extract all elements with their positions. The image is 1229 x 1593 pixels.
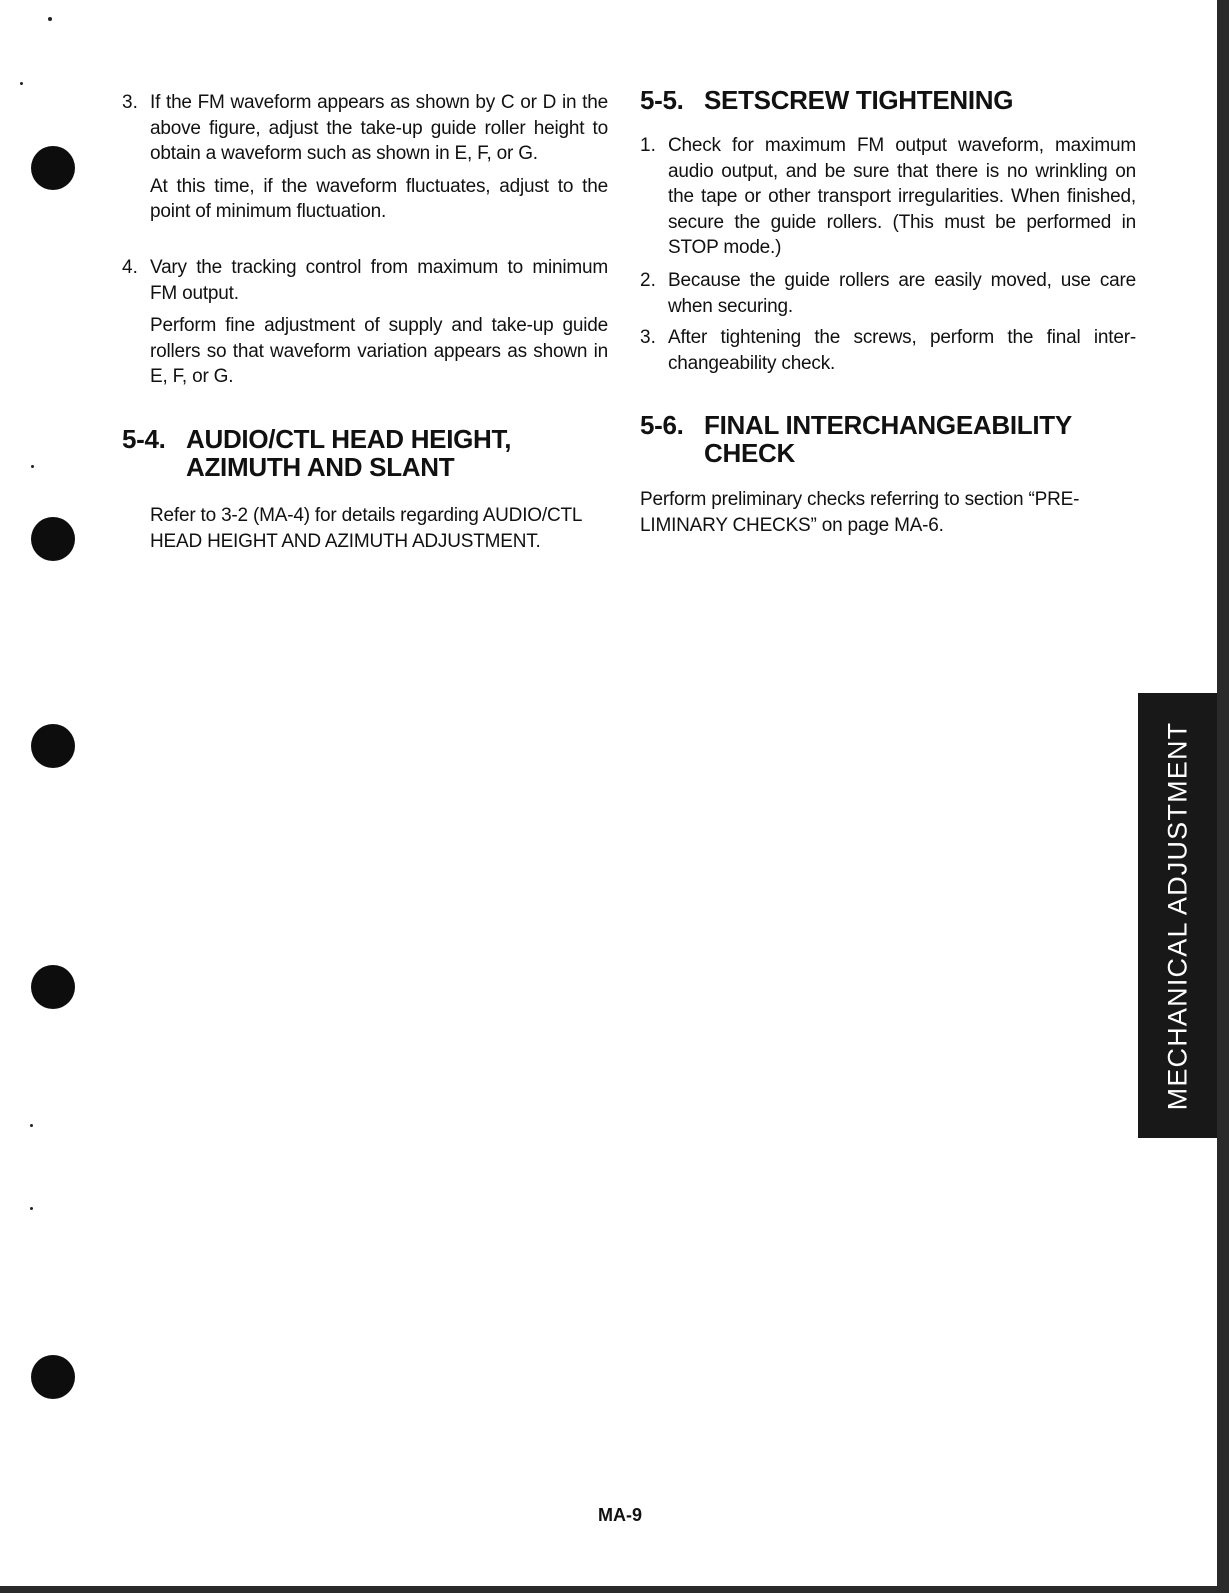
list-item-3 (640, 325, 1136, 376)
item-body (668, 268, 1136, 319)
section-heading-5-5 (640, 86, 1136, 114)
list-item-1 (640, 133, 1136, 261)
side-tab (1138, 693, 1217, 1138)
section-title (704, 411, 1136, 467)
item-number: 4. (122, 257, 138, 278)
item-number: 1. (640, 135, 656, 156)
section-title-line: CHECK (704, 438, 795, 468)
item-paragraph: After tightening the screws, perform the final inter-changeability check. (668, 327, 1136, 374)
section-title: SETSCREW TIGHTENING (704, 85, 1014, 115)
punch-hole (31, 724, 75, 768)
item-paragraph: Because the guide rollers are easily moved, use care when securing. (668, 270, 1136, 317)
item-body (150, 90, 608, 225)
section-body-5-6 (640, 487, 1120, 538)
section-title-line: FINAL INTERCHANGEABILITY (704, 410, 1072, 440)
item-paragraph: At this time, if the waveform fluctuates, adjust to the point of minimum fluctuation. (150, 175, 608, 222)
page-number: MA-9 (598, 1505, 642, 1525)
section-number: 5-6. (640, 410, 684, 440)
item-number: 3. (122, 92, 138, 113)
section-number: 5-5. (640, 85, 684, 115)
item-paragraph: Vary the tracking control from maximum to minimum FM output. (150, 257, 608, 304)
scan-speck (30, 1207, 33, 1210)
list-item-4 (122, 255, 608, 390)
page-edge-right (1217, 0, 1229, 1593)
scan-speck (30, 1124, 33, 1127)
section-title-line: AUDIO/CTL HEAD HEIGHT, (186, 424, 512, 454)
scan-speck (48, 17, 52, 21)
section-heading-5-6 (640, 411, 1136, 467)
list-item-3 (122, 90, 608, 225)
item-body (668, 325, 1136, 376)
punch-hole (31, 517, 75, 561)
list-item-2 (640, 268, 1136, 319)
item-body (668, 133, 1136, 261)
item-paragraph: Perform fine adjustment of supply and take-up guide rollers so that waveform variation appears as shown in E, F, or G. (150, 315, 608, 387)
punch-hole (31, 146, 75, 190)
punch-hole (31, 1355, 75, 1399)
item-number: 2. (640, 270, 656, 291)
scan-speck (20, 82, 23, 85)
section-title-line: AZIMUTH AND SLANT (186, 452, 455, 482)
section-heading-5-4 (122, 425, 608, 481)
section-title (186, 425, 608, 481)
section-body-5-4 (150, 503, 610, 554)
page-edge-bottom (0, 1586, 1229, 1593)
item-paragraph: If the FM waveform appears as shown by C or D in the above figure, adjust the take-up guide roller height to obtain a waveform such as shown in E, F, or G. (150, 92, 608, 164)
item-number: 3. (640, 327, 656, 348)
side-tab-label: MECHANICAL ADJUSTMENT (1162, 721, 1192, 1110)
section-number: 5-4. (122, 424, 166, 454)
scan-speck (31, 465, 34, 468)
section-paragraph: Refer to 3-2 (MA-4) for details regarding AUDIO/CTL HEAD HEIGHT AND AZIMUTH ADJUSTMENT. (150, 505, 582, 552)
item-body (150, 255, 608, 390)
item-paragraph: Check for maximum FM output waveform, maximum audio output, and be sure that there is no wrinkling on the tape or other transport irregularities. When finished, secure the guide rollers. (This must be performed in STOP mode.) (668, 135, 1136, 258)
section-paragraph: Perform preliminary checks referring to section “PRE-LIMINARY CHECKS” on page MA-6. (640, 489, 1080, 536)
punch-hole (31, 965, 75, 1009)
